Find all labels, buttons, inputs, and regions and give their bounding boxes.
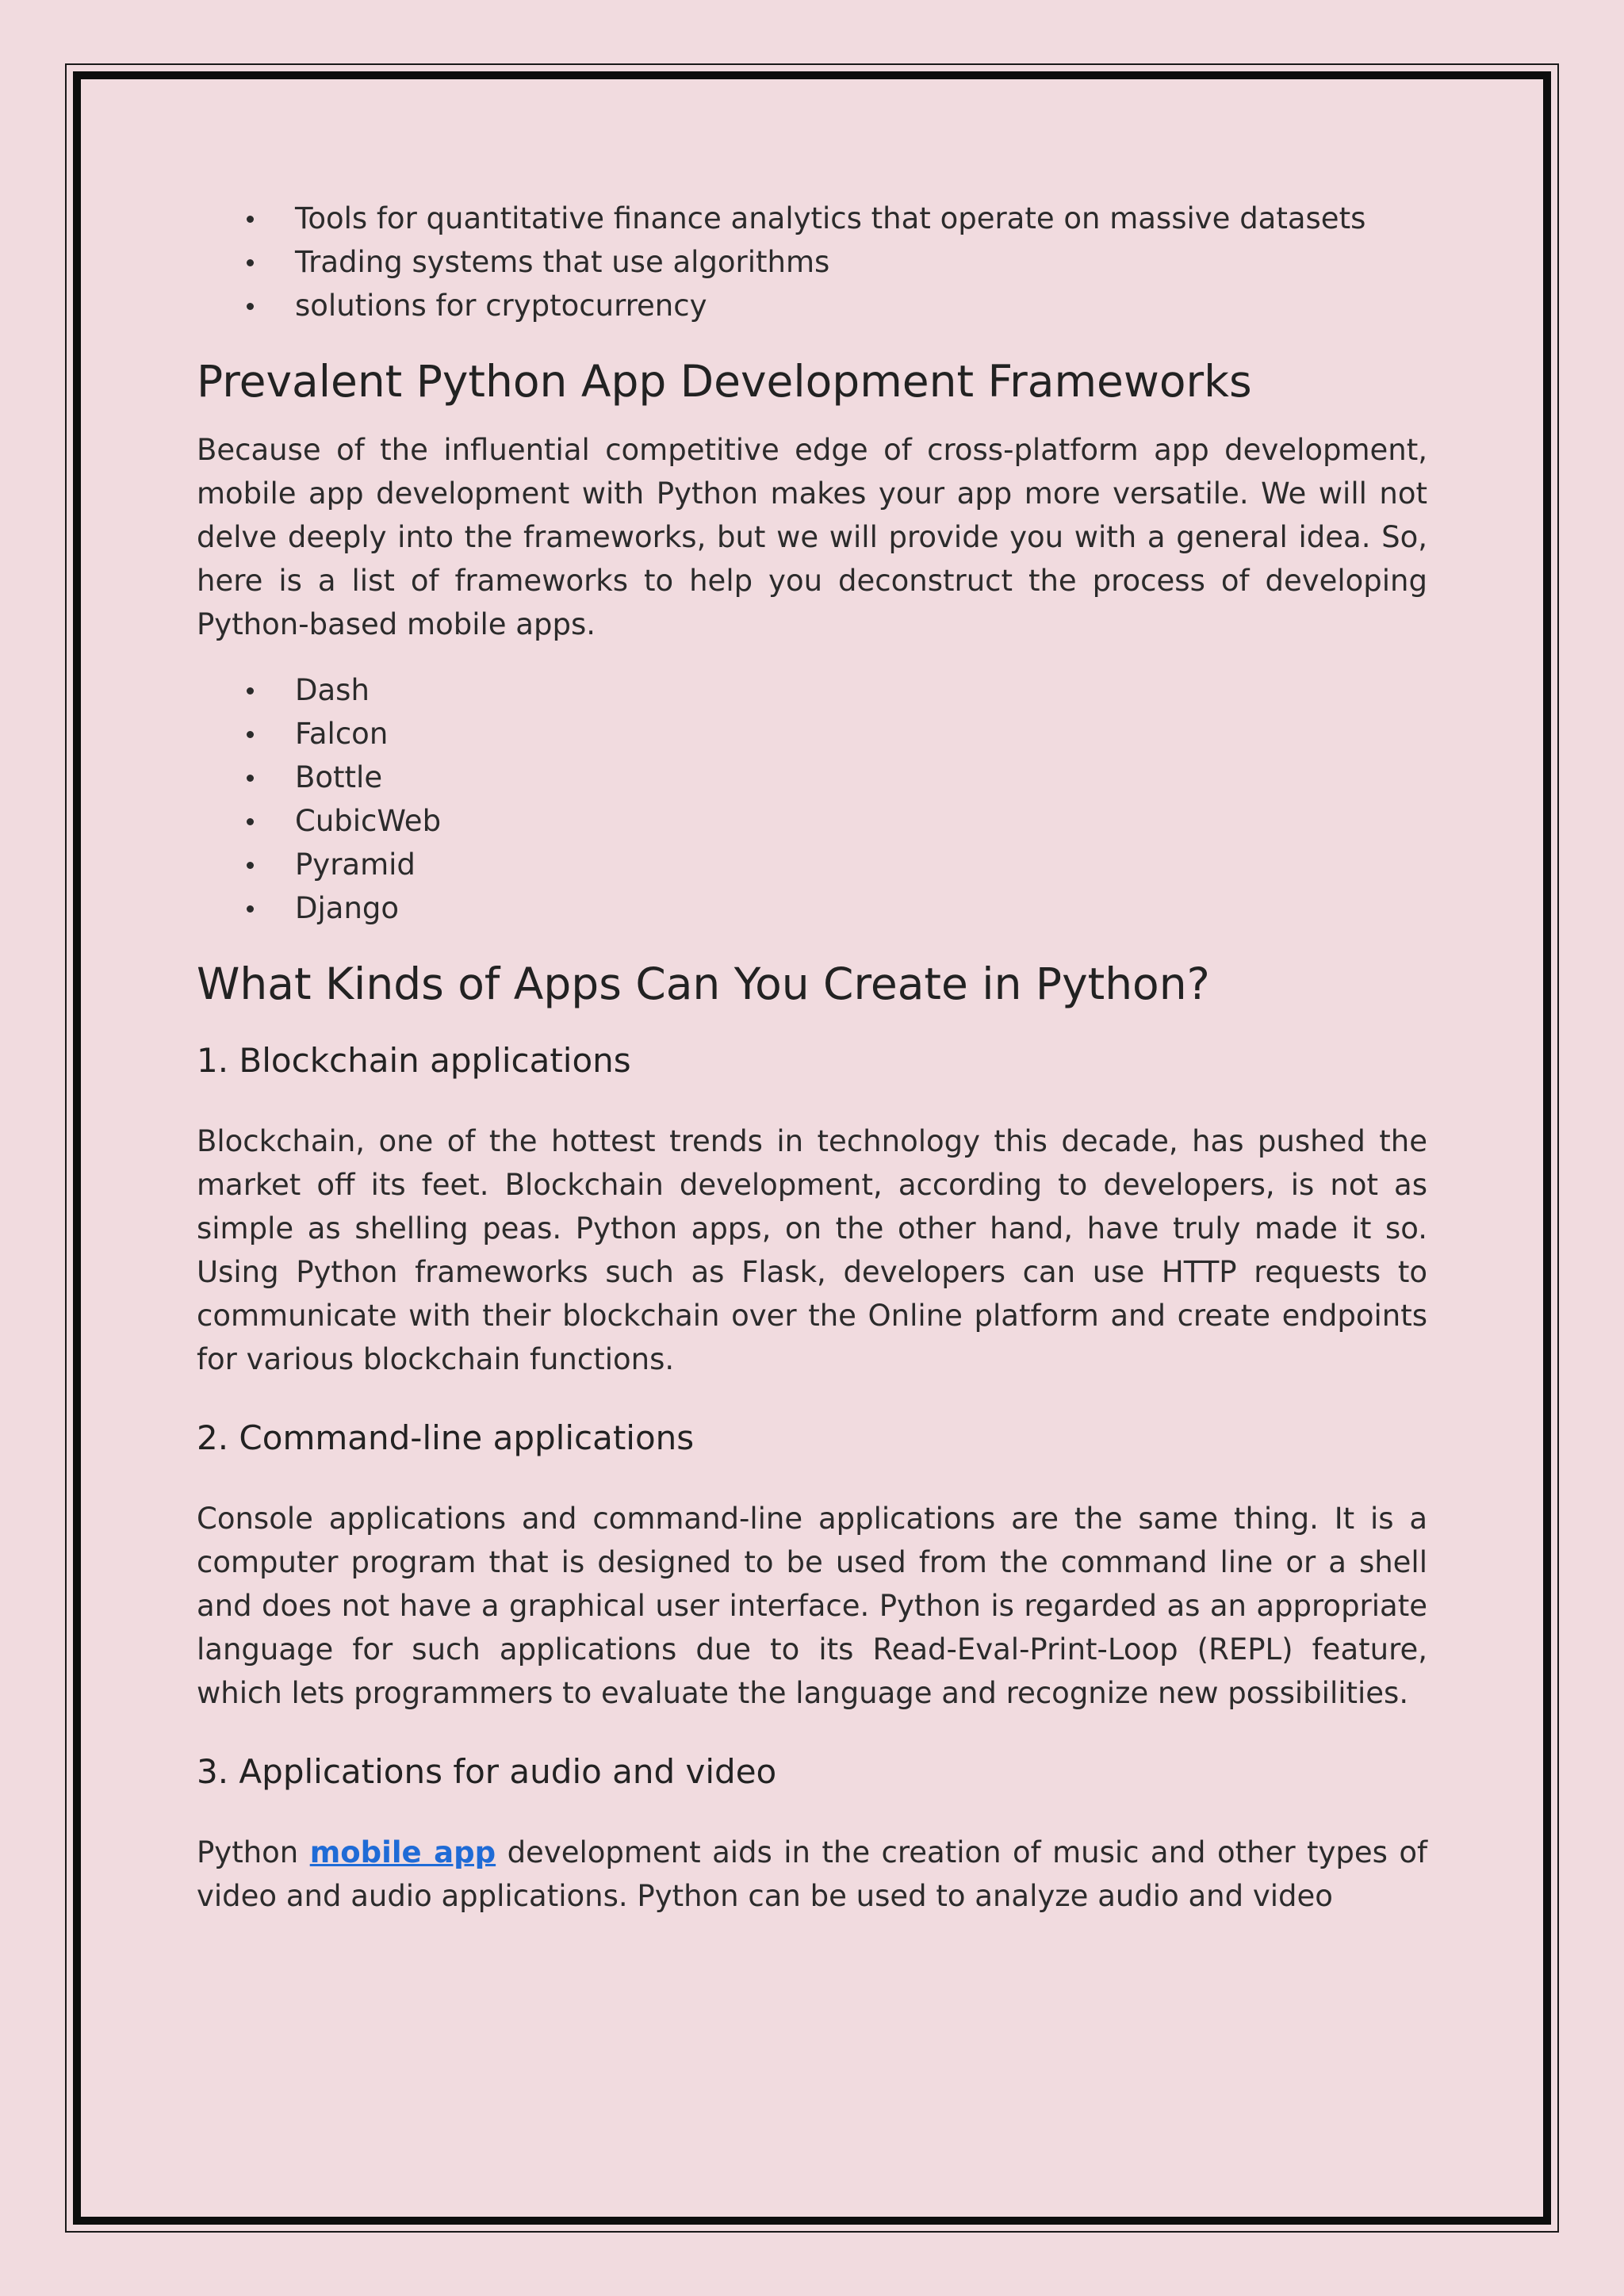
bullet-icon bbox=[247, 731, 254, 738]
list-item: Falcon bbox=[197, 712, 1427, 756]
list-item: Tools for quantitative finance analytics that operate on massive datasets bbox=[197, 197, 1427, 240]
audio-video-heading: 3. Applications for audio and video bbox=[197, 1752, 777, 1791]
bullet-icon bbox=[247, 775, 254, 782]
bullet-icon bbox=[247, 687, 254, 695]
list-item: Trading systems that use algorithms bbox=[197, 240, 1427, 284]
blockchain-paragraph: Blockchain, one of the hottest trends in technology this decade, has pushed the market off its feet. Blockchain development, according to developers, is not as simple as shelling peas. Python apps, on the other hand, have truly made it so. Using Python frameworks such as Flask, developers can use HTTP requests to communicate with their blockchain over the Online platform and create endpoints for various blockchain functions. bbox=[197, 1124, 1427, 1376]
list-item: Bottle bbox=[197, 756, 1427, 799]
bullet-icon bbox=[247, 862, 254, 869]
document-content bbox=[197, 197, 1427, 1918]
list-item: CubicWeb bbox=[197, 799, 1427, 843]
apps-heading: What Kinds of Apps Can You Create in Python? bbox=[197, 959, 1210, 1009]
bullet-icon bbox=[247, 303, 254, 310]
frameworks-paragraph: Because of the influential competitive edge of cross-platform app development, mobile app development with Python makes your app more versatile. We will not delve deeply into the frameworks, but we will provide you with a general idea. So, here is a list of frameworks to help you deconstruct the process of developing Python-based mobile apps. bbox=[197, 433, 1427, 641]
list-item: Dash bbox=[197, 668, 1427, 712]
blockchain-heading: 1. Blockchain applications bbox=[197, 1041, 631, 1080]
mobile-app-link[interactable]: mobile app bbox=[309, 1835, 496, 1869]
command-line-heading: 2. Command-line applications bbox=[197, 1418, 695, 1457]
frameworks-heading: Prevalent Python App Development Frameworks bbox=[197, 356, 1252, 407]
frameworks-list bbox=[197, 668, 1427, 930]
top-bullet-list bbox=[197, 197, 1427, 327]
command-line-paragraph: Console applications and command-line applications are the same thing. It is a computer program that is designed to be used from the command line or a shell and does not have a graphical user interface. Python is regarded as an appropriate language for such applications due to its Read-Eval-Print-Loop (REPL) feature, which lets programmers to evaluate the language and recognize new possibilities. bbox=[197, 1502, 1427, 1710]
bullet-icon bbox=[247, 905, 254, 913]
bullet-icon bbox=[247, 259, 254, 266]
audio-video-paragraph: Python mobile app development aids in the creation of music and other types of video and audio applications. Python can be used to analyze audio and video bbox=[197, 1835, 1427, 1913]
list-item: Django bbox=[197, 886, 1427, 930]
bullet-icon bbox=[247, 818, 254, 825]
list-item: Pyramid bbox=[197, 843, 1427, 886]
list-item: solutions for cryptocurrency bbox=[197, 284, 1427, 327]
bullet-icon bbox=[247, 216, 254, 223]
